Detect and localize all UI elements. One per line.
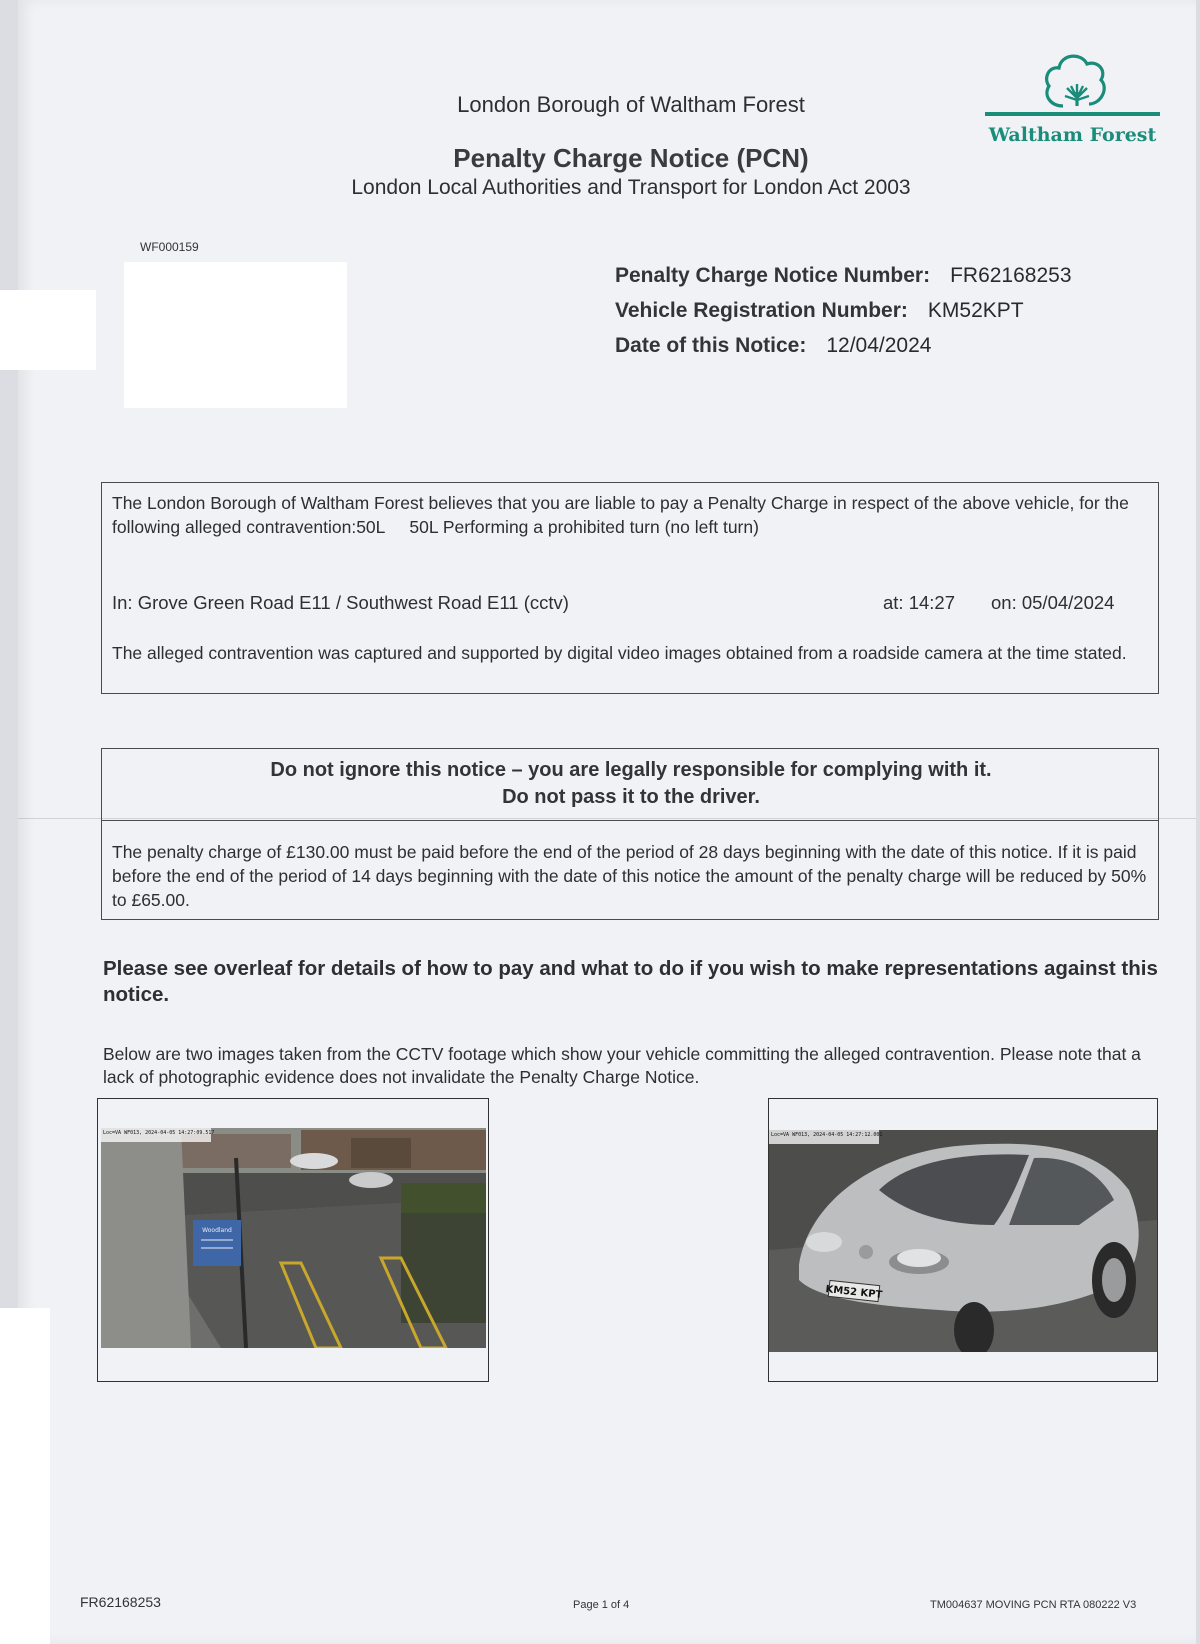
- redaction-left-lower: [0, 1308, 50, 1644]
- warning-box: [101, 748, 1159, 920]
- contravention-time: at: 14:27: [883, 592, 956, 613]
- contravention-location: In: Grove Green Road E11 / Southwest Road E11 (cctv): [112, 592, 569, 613]
- footer-pcn-number: FR62168253: [80, 1594, 161, 1610]
- contravention-date: on: 05/04/2024: [991, 592, 1115, 613]
- warning-divider: [102, 820, 1158, 821]
- warning-line-1: Do not ignore this notice – you are legally responsible for complying with it.: [270, 759, 992, 781]
- cctv-caption-2: Loc=VA WF013, 2024-04-05 14:27:12.001: [771, 1132, 883, 1138]
- contravention-code: 50L: [356, 517, 386, 537]
- vehicle-plate: KM52 KPT: [824, 1284, 883, 1301]
- reference-code: WF000159: [140, 240, 199, 254]
- redaction-left: [0, 290, 96, 370]
- cctv-street-image: [101, 1128, 486, 1348]
- evidence-note: The alleged contravention was captured and supported by digital video images obtained from a roadside camera at the time stated.: [112, 643, 1127, 663]
- contravention-description: 50L Performing a prohibited turn (no left turn): [409, 517, 759, 537]
- notice-date-value: 12/04/2024: [826, 334, 932, 357]
- payment-text: The penalty charge of £130.00 must be paid before the end of the period of 28 days beginning with the date of this notice. If it is paid before the end of the period of 14 days beginning with the date of this notice the amount of the penalty charge will be reduced by 50% to £65.00.: [112, 842, 1147, 910]
- page-number: Page 1 of 4: [573, 1599, 630, 1611]
- cctv-intro: Below are two images taken from the CCTV footage which show your vehicle committing the alleged contravention. Please note that a lack of photographic evidence does not invalidate the Penalty Charge Notice.: [103, 1044, 1141, 1087]
- address-redaction: [124, 262, 347, 408]
- notice-date-row: [615, 334, 931, 358]
- form-reference: TM004637 MOVING PCN RTA 080222 V3: [930, 1599, 1137, 1611]
- vrn-label: Vehicle Registration Number:: [615, 299, 908, 322]
- vrn-row: [615, 299, 1024, 323]
- street-sign-text: Woodland: [202, 1227, 232, 1234]
- logo-wordmark: Waltham Forest: [988, 124, 1157, 146]
- notice-date-label: Date of this Notice:: [615, 334, 807, 357]
- pcn-number-row: [615, 264, 1072, 288]
- contravention-box: [101, 482, 1159, 694]
- warning-line-2: Do not pass it to the driver.: [502, 786, 760, 808]
- cctv-vehicle-image: [769, 1130, 1157, 1352]
- cctv-caption-1: Loc=VA WF013, 2024-04-05 14:27:09.517: [103, 1130, 215, 1136]
- pcn-number-value: FR62168253: [950, 264, 1072, 287]
- contravention-intro: The London Borough of Waltham Forest believes that you are liable to pay a Penalty Charge in respect of the above vehicle, for the following alleged contravention:50L 50L Performing a prohibited turn (no left turn): [112, 493, 1129, 537]
- vrn-value: KM52KPT: [927, 299, 1024, 322]
- pcn-number-label: Penalty Charge Notice Number:: [615, 264, 931, 287]
- council-name: London Borough of Waltham Forest: [457, 92, 805, 117]
- document-title: Penalty Charge Notice (PCN): [453, 143, 809, 173]
- overleaf-instructions: Please see overleaf for details of how to pay and what to do if you wish to make representations against this notice.: [103, 957, 1158, 1006]
- document-subtitle: London Local Authorities and Transport for London Act 2003: [351, 176, 911, 199]
